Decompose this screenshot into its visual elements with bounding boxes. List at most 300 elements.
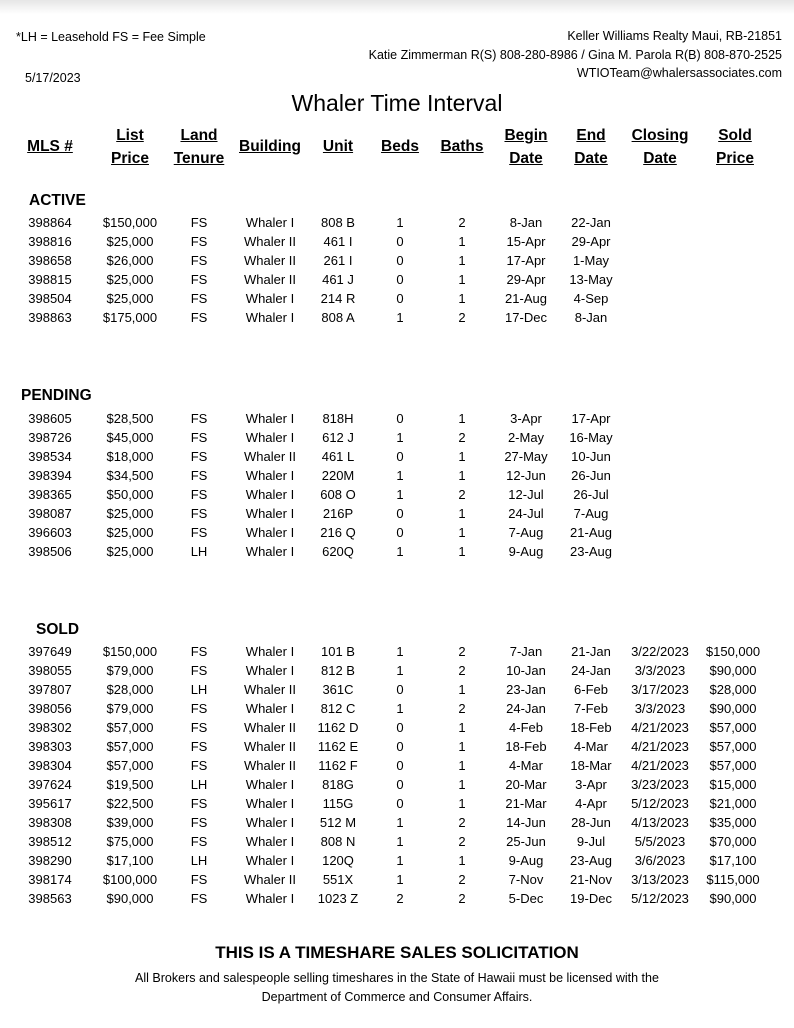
begin-date-cell: 2-May: [507, 430, 545, 445]
land-tenure-cell: FS: [190, 506, 208, 521]
sold-price-cell: [700, 409, 766, 428]
land-tenure-cell: FS: [190, 720, 208, 735]
begin-date-cell: 14-Jun: [506, 815, 546, 830]
sold-price-cell: [700, 504, 766, 523]
end-date-cell: 21-Nov: [570, 872, 612, 887]
sold-price-cell: [700, 466, 766, 485]
end-date-cell: 3-Apr: [575, 777, 607, 792]
baths-cell: 2: [458, 644, 466, 659]
agent-contacts: Katie Zimmerman R(S) 808-280-8986 / Gina M. Parola R(B) 808-870-2525: [368, 47, 782, 62]
table-row: [0, 270, 794, 289]
begin-date-cell: 9-Aug: [508, 544, 544, 559]
closing-date-cell: 3/22/2023: [631, 644, 689, 659]
table-row: [0, 308, 794, 327]
baths-cell: 1: [458, 291, 466, 306]
building-cell: Whaler I: [245, 468, 295, 483]
mls-cell: 398726: [28, 430, 72, 445]
table-row: [0, 775, 794, 794]
building-cell: Whaler I: [245, 815, 295, 830]
end-date-cell: 4-Apr: [575, 796, 607, 811]
building-cell: Whaler II: [243, 253, 296, 268]
section-title-pending: PENDING: [21, 387, 92, 404]
beds-cell: 0: [396, 506, 404, 521]
header-mls: [18, 124, 82, 170]
unit-cell: 808 B: [321, 215, 355, 230]
header-closing-date-line2: Date: [643, 150, 677, 167]
begin-date-cell: 18-Feb: [505, 739, 547, 754]
end-date-cell: 6-Feb: [574, 682, 608, 697]
beds-cell: 0: [396, 234, 404, 249]
unit-cell: 812 B: [321, 663, 355, 678]
closing-date-cell: [624, 270, 696, 289]
unit-cell: 461 I: [323, 234, 353, 249]
building-cell: Whaler I: [245, 487, 295, 502]
land-tenure-cell: FS: [190, 758, 208, 773]
list-price-cell: $75,000: [106, 834, 154, 849]
sold-price-cell: $15,000: [709, 777, 757, 792]
header-end-date-line1: End: [576, 127, 606, 144]
land-tenure-cell: FS: [190, 449, 208, 464]
mls-cell: 397624: [28, 777, 72, 792]
report-date: 5/17/2023: [25, 71, 81, 85]
begin-date-cell: 23-Jan: [506, 682, 546, 697]
list-price-cell: $25,000: [106, 272, 154, 287]
baths-cell: 2: [458, 834, 466, 849]
list-price-cell: $57,000: [106, 720, 154, 735]
list-price-cell: $90,000: [106, 891, 154, 906]
mls-cell: 398658: [28, 253, 72, 268]
table-row: [0, 870, 794, 889]
table-row: [0, 504, 794, 523]
begin-date-cell: 12-Jul: [508, 487, 544, 502]
sold-price-cell: [700, 289, 766, 308]
begin-date-cell: 7-Aug: [508, 525, 544, 540]
begin-date-cell: 15-Apr: [506, 234, 546, 249]
begin-date-cell: 12-Jun: [506, 468, 546, 483]
table-row: [0, 213, 794, 232]
begin-date-cell: 9-Aug: [508, 853, 544, 868]
header-list-price-line2: Price: [111, 150, 149, 167]
closing-date-cell: [624, 308, 696, 327]
mls-cell: 398087: [28, 506, 72, 521]
unit-cell: 808 A: [321, 310, 355, 325]
building-cell: Whaler I: [245, 310, 295, 325]
end-date-cell: 4-Sep: [573, 291, 609, 306]
table-row: [0, 485, 794, 504]
baths-cell: 1: [458, 411, 466, 426]
mls-cell: 397649: [28, 644, 72, 659]
end-date-cell: 4-Mar: [574, 739, 608, 754]
building-cell: Whaler I: [245, 891, 295, 906]
building-cell: Whaler I: [245, 701, 295, 716]
list-price-cell: $17,100: [106, 853, 154, 868]
land-tenure-cell: LH: [190, 777, 208, 792]
end-date-cell: 8-Jan: [574, 310, 608, 325]
end-date-cell: 21-Jan: [571, 644, 611, 659]
baths-cell: 1: [458, 468, 466, 483]
end-date-cell: 29-Apr: [571, 234, 611, 249]
beds-cell: 0: [396, 777, 404, 792]
building-cell: Whaler II: [243, 758, 296, 773]
land-tenure-cell: LH: [190, 682, 208, 697]
closing-date-cell: [624, 289, 696, 308]
unit-cell: 461 J: [322, 272, 354, 287]
beds-cell: 0: [396, 272, 404, 287]
tenure-legend: *LH = Leasehold FS = Fee Simple: [16, 30, 206, 44]
unit-cell: 214 R: [320, 291, 356, 306]
begin-date-cell: 3-Apr: [510, 411, 542, 426]
sold-price-cell: [700, 447, 766, 466]
table-row: [0, 542, 794, 561]
closing-date-cell: 3/17/2023: [631, 682, 689, 697]
building-cell: Whaler I: [245, 291, 295, 306]
mls-cell: 398303: [28, 739, 72, 754]
begin-date-cell: 17-Apr: [506, 253, 546, 268]
baths-cell: 1: [458, 234, 466, 249]
agency-info: [369, 27, 782, 83]
mls-cell: 398056: [28, 701, 72, 716]
header-land-tenure: [170, 124, 228, 170]
building-cell: Whaler II: [243, 449, 296, 464]
mls-cell: 398815: [28, 272, 72, 287]
list-price-cell: $150,000: [102, 644, 158, 659]
land-tenure-cell: FS: [190, 834, 208, 849]
beds-cell: 0: [396, 796, 404, 811]
end-date-cell: 17-Apr: [571, 411, 611, 426]
baths-cell: 2: [458, 310, 466, 325]
end-date-cell: 28-Jun: [571, 815, 611, 830]
end-date-cell: 7-Feb: [574, 701, 608, 716]
section-title-active: ACTIVE: [29, 192, 86, 209]
list-price-cell: $100,000: [102, 872, 158, 887]
table-row: [0, 851, 794, 870]
begin-date-cell: 7-Jan: [509, 644, 543, 659]
land-tenure-cell: FS: [190, 310, 208, 325]
unit-cell: 818G: [322, 777, 354, 792]
mls-cell: 398394: [28, 468, 72, 483]
end-date-cell: 19-Dec: [570, 891, 612, 906]
beds-cell: 1: [396, 544, 404, 559]
begin-date-cell: 4-Feb: [509, 720, 543, 735]
closing-date-cell: [624, 447, 696, 466]
end-date-cell: 26-Jun: [571, 468, 611, 483]
beds-cell: 1: [396, 701, 404, 716]
building-cell: Whaler I: [245, 853, 295, 868]
section-title-sold: SOLD: [36, 621, 80, 638]
beds-cell: 1: [396, 487, 404, 502]
begin-date-cell: 25-Jun: [506, 834, 546, 849]
header-unit: [313, 124, 363, 170]
land-tenure-cell: FS: [190, 872, 208, 887]
agency-name: Keller Williams Realty Maui, RB-21851: [567, 29, 782, 43]
licensing-disclaimer: All Brokers and salespeople selling timeshares in the State of Hawaii must be licensed with the Department of Commerce and Consumer Affairs.: [135, 971, 659, 1004]
header-land-tenure-line2: Tenure: [173, 150, 225, 167]
list-price-cell: $22,500: [106, 796, 154, 811]
building-cell: Whaler I: [245, 644, 295, 659]
header-sold-price: [704, 124, 766, 170]
table-row: [0, 523, 794, 542]
closing-date-cell: [624, 409, 696, 428]
baths-cell: 1: [458, 525, 466, 540]
header-closing-date-line1: Closing: [631, 127, 689, 144]
header-closing-date: [624, 124, 696, 170]
end-date-cell: 21-Aug: [570, 525, 612, 540]
list-price-cell: $19,500: [106, 777, 154, 792]
table-row: [0, 232, 794, 251]
sold-price-cell: [700, 428, 766, 447]
header-building: [234, 124, 306, 170]
sold-price-cell: $57,000: [709, 758, 757, 773]
unit-cell: 115G: [322, 796, 354, 811]
header-begin-date: [496, 124, 556, 170]
building-cell: Whaler I: [245, 411, 295, 426]
baths-cell: 1: [458, 739, 466, 754]
closing-date-cell: 4/13/2023: [631, 815, 689, 830]
end-date-cell: 23-Aug: [570, 544, 612, 559]
table-row: [0, 756, 794, 775]
building-cell: Whaler I: [245, 430, 295, 445]
mls-cell: 398534: [28, 449, 72, 464]
baths-cell: 2: [458, 872, 466, 887]
building-cell: Whaler I: [245, 834, 295, 849]
page-top-shade: [0, 0, 794, 14]
closing-date-cell: 3/3/2023: [634, 663, 686, 678]
header-end-date-line2: Date: [574, 150, 608, 167]
mls-cell: 398174: [28, 872, 72, 887]
begin-date-cell: 7-Nov: [508, 872, 544, 887]
mls-cell: 396603: [28, 525, 72, 540]
land-tenure-cell: FS: [190, 411, 208, 426]
mls-cell: 398563: [28, 891, 72, 906]
land-tenure-cell: FS: [190, 701, 208, 716]
land-tenure-cell: FS: [190, 468, 208, 483]
closing-date-cell: 4/21/2023: [631, 739, 689, 754]
baths-cell: 1: [458, 253, 466, 268]
mls-cell: 398864: [28, 215, 72, 230]
begin-date-cell: 17-Dec: [505, 310, 547, 325]
begin-date-cell: 21-Aug: [505, 291, 547, 306]
begin-date-cell: 10-Jan: [506, 663, 546, 678]
closing-date-cell: [624, 485, 696, 504]
land-tenure-cell: FS: [190, 215, 208, 230]
building-cell: Whaler II: [243, 872, 296, 887]
solicitation-notice: THIS IS A TIMESHARE SALES SOLICITATION: [215, 943, 579, 962]
land-tenure-cell: FS: [190, 739, 208, 754]
header-sold-price-line2: Price: [716, 150, 754, 167]
land-tenure-cell: FS: [190, 891, 208, 906]
unit-cell: 1023 Z: [317, 891, 359, 906]
building-cell: Whaler II: [243, 682, 296, 697]
mls-cell: 398506: [28, 544, 72, 559]
beds-cell: 1: [396, 215, 404, 230]
sold-price-cell: $17,100: [709, 853, 757, 868]
beds-cell: 1: [396, 834, 404, 849]
list-price-cell: $25,000: [106, 291, 154, 306]
sold-price-cell: [700, 213, 766, 232]
list-price-cell: $150,000: [102, 215, 158, 230]
unit-cell: 261 I: [323, 253, 353, 268]
beds-cell: 0: [396, 253, 404, 268]
list-price-cell: $79,000: [106, 663, 154, 678]
mls-cell: 398816: [28, 234, 72, 249]
mls-cell: 398863: [28, 310, 72, 325]
closing-date-cell: 3/23/2023: [631, 777, 689, 792]
list-price-cell: $39,000: [106, 815, 154, 830]
end-date-cell: 22-Jan: [571, 215, 611, 230]
building-cell: Whaler I: [245, 663, 295, 678]
unit-cell: 216P: [322, 506, 354, 521]
list-price-cell: $28,500: [106, 411, 154, 426]
table-row: [0, 289, 794, 308]
mls-cell: 398308: [28, 815, 72, 830]
list-price-cell: $25,000: [106, 234, 154, 249]
land-tenure-cell: LH: [190, 544, 208, 559]
baths-cell: 2: [458, 487, 466, 502]
unit-cell: 1162 D: [317, 720, 359, 735]
beds-cell: 1: [396, 310, 404, 325]
baths-cell: 2: [458, 701, 466, 716]
end-date-cell: 26-Jul: [573, 487, 609, 502]
end-date-cell: 18-Mar: [570, 758, 612, 773]
beds-cell: 0: [396, 682, 404, 697]
begin-date-cell: 5-Dec: [508, 891, 544, 906]
unit-cell: 216 Q: [320, 525, 356, 540]
baths-cell: 1: [458, 272, 466, 287]
building-cell: Whaler II: [243, 739, 296, 754]
header-begin-date-line1: Begin: [504, 127, 548, 144]
list-price-cell: $45,000: [106, 430, 154, 445]
header-end-date: [563, 124, 619, 170]
beds-cell: 1: [396, 644, 404, 659]
sold-price-cell: [700, 270, 766, 289]
header-unit-label: Unit: [322, 138, 354, 155]
list-price-cell: $26,000: [106, 253, 154, 268]
sold-price-cell: $57,000: [709, 739, 757, 754]
mls-cell: 398302: [28, 720, 72, 735]
sold-price-cell: [700, 542, 766, 561]
list-price-cell: $28,000: [106, 682, 154, 697]
baths-cell: 1: [458, 720, 466, 735]
closing-date-cell: 3/3/2023: [634, 701, 686, 716]
sold-price-cell: $21,000: [709, 796, 757, 811]
table-row: [0, 447, 794, 466]
sold-price-cell: $115,000: [706, 872, 760, 887]
unit-cell: 220M: [321, 468, 355, 483]
mls-cell: 398055: [28, 663, 72, 678]
closing-date-cell: 4/21/2023: [631, 720, 689, 735]
list-price-cell: $34,500: [106, 468, 154, 483]
list-price-cell: $57,000: [106, 758, 154, 773]
sold-price-cell: $90,000: [709, 891, 757, 906]
unit-cell: 461 L: [321, 449, 355, 464]
closing-date-cell: 5/12/2023: [631, 891, 689, 906]
land-tenure-cell: FS: [190, 272, 208, 287]
sold-price-cell: $150,000: [705, 644, 761, 659]
baths-cell: 1: [458, 758, 466, 773]
beds-cell: 2: [396, 891, 404, 906]
table-row: [0, 699, 794, 718]
mls-cell: 398504: [28, 291, 72, 306]
sold-price-cell: [700, 251, 766, 270]
mls-cell: 398290: [28, 853, 72, 868]
beds-cell: 0: [396, 291, 404, 306]
begin-date-cell: 4-Mar: [509, 758, 543, 773]
sold-price-cell: $35,000: [709, 815, 757, 830]
beds-cell: 0: [396, 411, 404, 426]
mls-cell: 398365: [28, 487, 72, 502]
end-date-cell: 23-Aug: [570, 853, 612, 868]
building-cell: Whaler II: [243, 272, 296, 287]
list-price-cell: $50,000: [106, 487, 154, 502]
unit-cell: 608 O: [320, 487, 356, 502]
header-list-price-line1: List: [116, 127, 144, 144]
mls-cell: 398605: [28, 411, 72, 426]
building-cell: Whaler I: [245, 544, 295, 559]
list-price-cell: $18,000: [106, 449, 154, 464]
sold-price-cell: $28,000: [709, 682, 757, 697]
sold-price-cell: [700, 232, 766, 251]
beds-cell: 1: [396, 663, 404, 678]
header-list-price: [97, 124, 163, 170]
mls-cell: 395617: [28, 796, 72, 811]
unit-cell: 551X: [322, 872, 354, 887]
mls-cell: 398304: [28, 758, 72, 773]
end-date-cell: 18-Feb: [570, 720, 612, 735]
header-baths: [436, 124, 488, 170]
header-beds: [376, 124, 424, 170]
baths-cell: 2: [458, 815, 466, 830]
baths-cell: 1: [458, 853, 466, 868]
closing-date-cell: [624, 213, 696, 232]
end-date-cell: 16-May: [569, 430, 613, 445]
beds-cell: 0: [396, 739, 404, 754]
land-tenure-cell: LH: [190, 853, 208, 868]
land-tenure-cell: FS: [190, 644, 208, 659]
header-baths-label: Baths: [440, 138, 484, 155]
header-building-label: Building: [239, 138, 301, 155]
sold-price-cell: [700, 523, 766, 542]
unit-cell: 812 C: [320, 701, 356, 716]
baths-cell: 2: [458, 430, 466, 445]
baths-cell: 2: [458, 663, 466, 678]
begin-date-cell: 24-Jan: [506, 701, 546, 716]
sold-price-cell: $90,000: [709, 663, 757, 678]
table-row: [0, 794, 794, 813]
unit-cell: 808 N: [320, 834, 356, 849]
list-price-cell: $25,000: [106, 544, 154, 559]
list-price-cell: $175,000: [102, 310, 158, 325]
header-mls-label: MLS #: [27, 138, 73, 155]
land-tenure-cell: FS: [190, 796, 208, 811]
beds-cell: 0: [396, 449, 404, 464]
closing-date-cell: 3/13/2023: [631, 872, 689, 887]
sold-price-cell: $57,000: [709, 720, 757, 735]
sold-price-cell: $70,000: [709, 834, 757, 849]
end-date-cell: 7-Aug: [573, 506, 609, 521]
table-row: [0, 409, 794, 428]
list-price-cell: $57,000: [106, 739, 154, 754]
table-row: [0, 680, 794, 699]
begin-date-cell: 27-May: [504, 449, 548, 464]
baths-cell: 1: [458, 777, 466, 792]
land-tenure-cell: FS: [190, 430, 208, 445]
closing-date-cell: 5/12/2023: [631, 796, 689, 811]
building-cell: Whaler I: [245, 796, 295, 811]
building-cell: Whaler I: [245, 777, 295, 792]
closing-date-cell: 3/6/2023: [634, 853, 686, 868]
land-tenure-cell: FS: [190, 253, 208, 268]
list-price-cell: $79,000: [106, 701, 154, 716]
